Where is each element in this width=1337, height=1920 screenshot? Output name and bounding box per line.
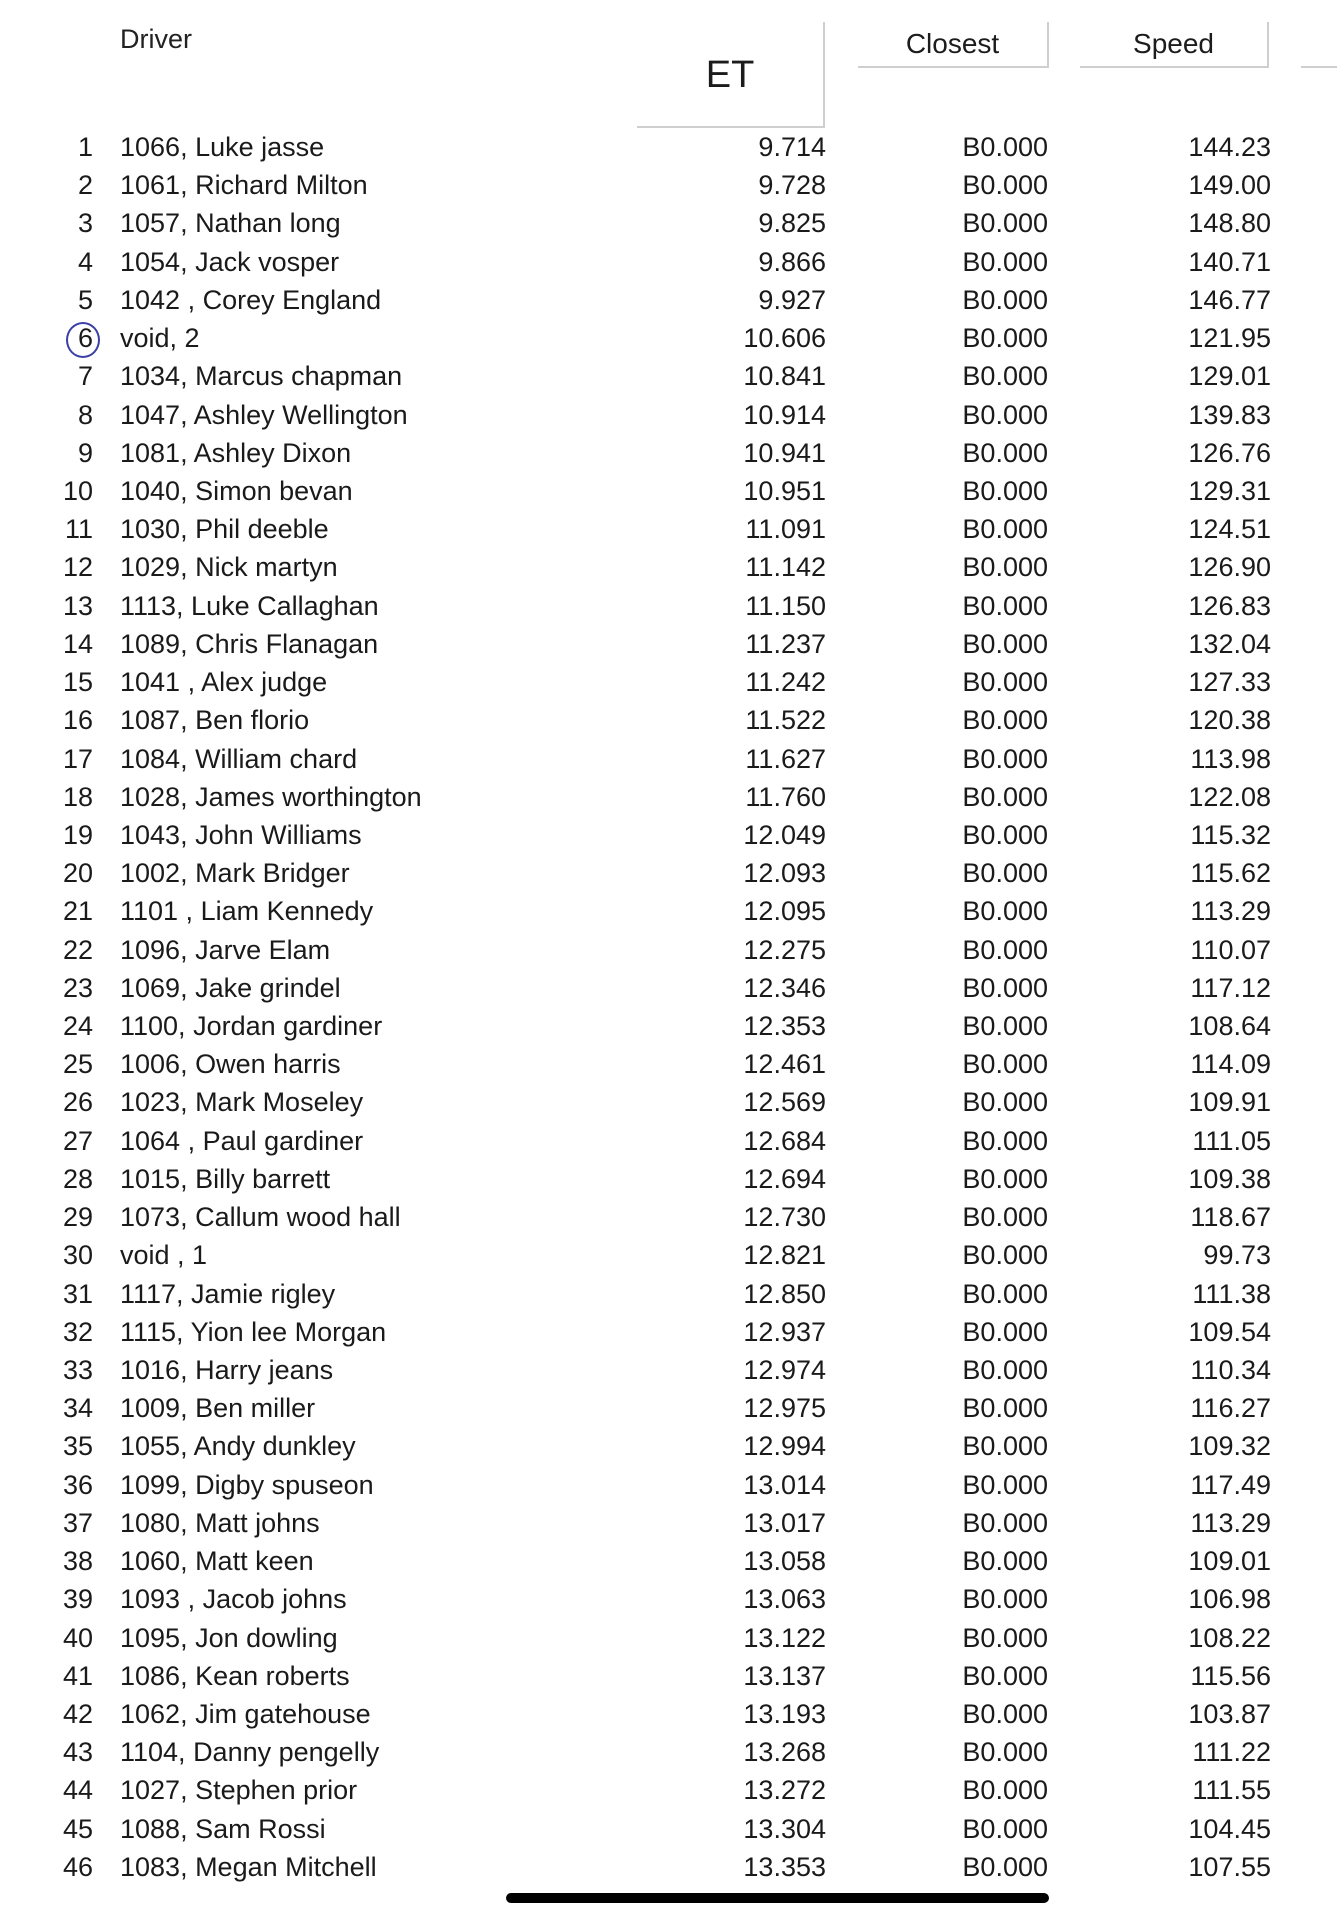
speed-value: 149.00 (1188, 170, 1271, 201)
table-row (0, 1275, 1337, 1313)
et-value: 9.714 (758, 132, 826, 162)
speed-value: 146.77 (1188, 284, 1271, 315)
et-value: 11.142 (745, 552, 826, 583)
rank-number: 35 (62, 1431, 93, 1462)
speed-value: 124.51 (1188, 514, 1271, 545)
rank-number: 9 (77, 437, 93, 468)
table-row (0, 434, 1337, 472)
speed-value: 110.07 (1190, 934, 1271, 965)
driver-name: 1064 , Paul gardiner (120, 1125, 364, 1156)
driver-name: 1113, Luke Callaghan (120, 590, 379, 621)
speed-value: 148.80 (1188, 208, 1271, 239)
speed-value: 113.29 (1190, 896, 1271, 927)
rank-number: 16 (62, 705, 93, 736)
rank-number: 1 (77, 132, 93, 162)
table-row (0, 1580, 1337, 1618)
rank-number: 40 (62, 1622, 93, 1653)
closest-value: B0.000 (962, 170, 1048, 201)
rank-number: 44 (62, 1775, 93, 1806)
et-value: 11.237 (745, 628, 826, 659)
et-value: 13.353 (743, 1851, 826, 1882)
driver-name: 1016, Harry jeans (120, 1355, 334, 1385)
et-value: 11.242 (745, 667, 826, 698)
et-value: 12.353 (743, 1011, 826, 1042)
table-row (0, 1695, 1337, 1733)
closest-value: B0.000 (962, 1431, 1048, 1462)
table-row (0, 472, 1337, 510)
speed-value: 115.62 (1190, 858, 1271, 889)
table-row (0, 587, 1337, 625)
rank-number: 3 (77, 208, 93, 239)
driver-name: 1100, Jordan gardiner (120, 1011, 383, 1042)
closest-value: B0.000 (962, 1316, 1048, 1347)
table-row (0, 128, 1337, 166)
speed-value: 126.90 (1188, 552, 1271, 583)
table-row (0, 740, 1337, 778)
driver-name: void, 2 (120, 323, 200, 354)
table-row (0, 1810, 1337, 1848)
rank-number: 42 (62, 1698, 93, 1729)
speed-value: 104.45 (1188, 1813, 1271, 1844)
speed-value: 99.73 (1203, 1240, 1271, 1271)
table-row (0, 892, 1337, 930)
rank-number: 46 (62, 1851, 93, 1882)
speed-value: 109.91 (1188, 1087, 1271, 1118)
closest-value: B0.000 (962, 1049, 1048, 1080)
rank-number: 28 (62, 1163, 93, 1194)
driver-name: 1015, Billy barrett (120, 1163, 331, 1194)
speed-value: 140.71 (1188, 246, 1271, 277)
rank-number: 41 (62, 1660, 93, 1691)
driver-name: 1088, Sam Rossi (120, 1813, 326, 1844)
closest-value: B0.000 (962, 590, 1048, 621)
et-value: 12.275 (743, 934, 826, 965)
column-header-speed (1080, 22, 1269, 68)
rank-number: 23 (62, 972, 93, 1003)
table-row (0, 1657, 1337, 1695)
et-value: 11.091 (745, 514, 826, 545)
driver-name: 1042 , Corey England (120, 284, 382, 315)
closest-value: B0.000 (962, 1469, 1048, 1500)
rank-number: 30 (62, 1240, 93, 1271)
driver-name: 1073, Callum wood hall (120, 1202, 401, 1233)
table-row (0, 1733, 1337, 1771)
driver-name: 1002, Mark Bridger (120, 858, 350, 889)
home-indicator-bar[interactable] (506, 1893, 1049, 1903)
driver-name: 1069, Jake grindel (120, 972, 341, 1003)
rank-number: 31 (62, 1278, 93, 1309)
speed-value: 126.83 (1188, 590, 1271, 621)
closest-value: B0.000 (962, 628, 1048, 659)
closest-value: B0.000 (962, 437, 1048, 468)
closest-value: B0.000 (962, 1393, 1048, 1424)
table-row (0, 1083, 1337, 1121)
closest-value: B0.000 (962, 475, 1048, 506)
speed-value: 110.34 (1190, 1355, 1271, 1385)
speed-value: 122.08 (1188, 781, 1271, 812)
speed-value: 114.09 (1190, 1049, 1271, 1080)
speed-value: 139.83 (1188, 399, 1271, 430)
rank-number: 33 (62, 1355, 93, 1385)
et-value: 12.975 (743, 1393, 826, 1424)
table-row (0, 1389, 1337, 1427)
driver-name: 1043, John Williams (120, 819, 362, 850)
closest-value: B0.000 (962, 1240, 1048, 1271)
rank-number: 22 (62, 934, 93, 965)
driver-name: void , 1 (120, 1240, 208, 1271)
et-value: 12.994 (743, 1431, 826, 1462)
speed-value: 111.22 (1192, 1737, 1271, 1768)
driver-name: 1006, Owen harris (120, 1049, 341, 1080)
rank-number: 32 (62, 1316, 93, 1347)
speed-value: 111.05 (1192, 1125, 1271, 1156)
closest-value: B0.000 (962, 1087, 1048, 1118)
speed-value: 120.38 (1188, 705, 1271, 736)
et-value: 12.093 (743, 858, 826, 889)
table-row (0, 166, 1337, 204)
speed-value: 117.12 (1190, 972, 1271, 1003)
table-row (0, 1313, 1337, 1351)
rank-number: 19 (62, 819, 93, 850)
driver-name: 1054, Jack vosper (120, 246, 340, 277)
speed-value: 115.56 (1190, 1660, 1271, 1691)
speed-value: 121.95 (1188, 323, 1271, 354)
driver-name: 1084, William chard (120, 743, 358, 774)
speed-value: 116.27 (1190, 1393, 1271, 1424)
rank-number: 34 (62, 1393, 93, 1424)
closest-value: B0.000 (962, 361, 1048, 392)
driver-name: 1096, Jarve Elam (120, 934, 331, 965)
table-row (0, 816, 1337, 854)
table-row (0, 625, 1337, 663)
driver-name: 1028, James worthington (120, 781, 422, 812)
rank-number: 43 (62, 1737, 93, 1768)
table-row (0, 778, 1337, 816)
et-value: 10.941 (743, 437, 826, 468)
rank-number: 24 (62, 1011, 93, 1042)
et-value: 13.193 (743, 1698, 826, 1729)
speed-value: 109.32 (1188, 1431, 1271, 1462)
rank-number: 8 (77, 399, 93, 430)
column-header-et (637, 22, 825, 128)
driver-name: 1062, Jim gatehouse (120, 1698, 371, 1729)
speed-value: 109.54 (1188, 1316, 1271, 1347)
et-value: 12.937 (743, 1316, 826, 1347)
closest-value: B0.000 (962, 1813, 1048, 1844)
table-row (0, 243, 1337, 281)
table-row (0, 1236, 1337, 1274)
driver-name: 1034, Marcus chapman (120, 361, 403, 392)
et-value: 13.272 (743, 1775, 826, 1806)
et-value: 12.049 (743, 819, 826, 850)
rank-number: 26 (62, 1087, 93, 1118)
rank-number: 11 (64, 514, 93, 545)
table-row (0, 396, 1337, 434)
driver-name: 1099, Digby spuseon (120, 1469, 374, 1500)
table-row (0, 281, 1337, 319)
column-header-partial (1301, 22, 1337, 68)
rank-number: 14 (62, 628, 93, 659)
et-value: 13.137 (743, 1660, 826, 1691)
table-row (0, 1542, 1337, 1580)
driver-name: 1080, Matt johns (120, 1507, 320, 1538)
rank-number: 21 (62, 896, 93, 927)
rank-number: 17 (62, 743, 93, 774)
rank-number: 5 (77, 284, 93, 315)
closest-value: B0.000 (962, 1622, 1048, 1653)
table-row (0, 510, 1337, 548)
driver-name: 1060, Matt keen (120, 1546, 314, 1577)
et-value: 12.461 (743, 1049, 826, 1080)
rank-number: 20 (62, 858, 93, 889)
closest-value: B0.000 (962, 896, 1048, 927)
driver-name: 1040, Simon bevan (120, 475, 353, 506)
table-row (0, 1351, 1337, 1389)
rank-number: 37 (62, 1507, 93, 1538)
rank-number: 39 (62, 1584, 93, 1615)
closest-value: B0.000 (962, 1163, 1048, 1194)
et-value: 11.627 (745, 743, 826, 774)
driver-name: 1041 , Alex judge (120, 667, 328, 698)
driver-name: 1115, Yion lee Morgan (120, 1316, 387, 1347)
speed-value: 117.49 (1190, 1469, 1271, 1500)
closest-value: B0.000 (962, 1737, 1048, 1768)
driver-name: 1009, Ben miller (120, 1393, 316, 1424)
table-row (0, 1198, 1337, 1236)
table-row (0, 663, 1337, 701)
et-value: 11.760 (745, 781, 826, 812)
speed-value: 109.01 (1188, 1546, 1271, 1577)
closest-value: B0.000 (962, 132, 1048, 162)
closest-value: B0.000 (962, 667, 1048, 698)
speed-value: 108.22 (1188, 1622, 1271, 1653)
rank-number: 18 (62, 781, 93, 812)
driver-name: 1104, Danny pengelly (120, 1737, 380, 1768)
et-value: 12.684 (743, 1125, 826, 1156)
column-header-closest (858, 22, 1049, 68)
driver-name: 1083, Megan Mitchell (120, 1851, 377, 1882)
et-value: 12.974 (743, 1355, 826, 1385)
driver-name: 1086, Kean roberts (120, 1660, 350, 1691)
rank-number: 7 (77, 361, 93, 392)
speed-value: 109.38 (1188, 1163, 1271, 1194)
rank-number: 15 (62, 667, 93, 698)
speed-value: 106.98 (1188, 1584, 1271, 1615)
rank-number: 38 (62, 1546, 93, 1577)
closest-value: B0.000 (962, 1698, 1048, 1729)
speed-value: 115.32 (1190, 819, 1271, 850)
closest-value: B0.000 (962, 1851, 1048, 1882)
et-value: 13.304 (743, 1813, 826, 1844)
speed-value: 118.67 (1190, 1202, 1271, 1233)
closest-value: B0.000 (962, 246, 1048, 277)
column-header-driver: Driver (120, 24, 192, 54)
et-value: 12.821 (743, 1240, 826, 1271)
table-row (0, 357, 1337, 395)
closest-value: B0.000 (962, 1507, 1048, 1538)
et-value: 12.569 (743, 1087, 826, 1118)
closest-value: B0.000 (962, 323, 1048, 354)
rank-number: 6 (78, 319, 93, 357)
et-value: 12.346 (743, 972, 826, 1003)
table-row (0, 1122, 1337, 1160)
speed-value: 129.01 (1188, 361, 1271, 392)
driver-name: 1117, Jamie rigley (120, 1278, 336, 1309)
closest-value: B0.000 (962, 819, 1048, 850)
closest-value: B0.000 (962, 1125, 1048, 1156)
closest-value: B0.000 (962, 1546, 1048, 1577)
driver-name: 1023, Mark Moseley (120, 1087, 364, 1118)
table-row (0, 1160, 1337, 1198)
closest-value: B0.000 (962, 858, 1048, 889)
column-header-closest-label: Closest (905, 28, 1000, 59)
table-row (0, 1427, 1337, 1465)
closest-value: B0.000 (962, 552, 1048, 583)
et-value: 13.122 (743, 1622, 826, 1653)
et-value: 10.841 (743, 361, 826, 392)
closest-value: B0.000 (962, 1355, 1048, 1385)
rank-number: 25 (62, 1049, 93, 1080)
driver-name: 1029, Nick martyn (120, 552, 338, 583)
et-value: 12.850 (743, 1278, 826, 1309)
closest-value: B0.000 (962, 1775, 1048, 1806)
speed-value: 111.38 (1192, 1278, 1271, 1309)
et-value: 10.951 (743, 475, 826, 506)
rank-number: 2 (77, 170, 93, 201)
et-value: 11.522 (745, 705, 826, 736)
et-value: 10.914 (743, 399, 826, 430)
et-value: 12.730 (743, 1202, 826, 1233)
speed-value: 103.87 (1188, 1698, 1271, 1729)
table-row (0, 1466, 1337, 1504)
driver-name: 1055, Andy dunkley (120, 1431, 356, 1462)
closest-value: B0.000 (962, 1011, 1048, 1042)
rank-number: 10 (62, 475, 93, 506)
table-row (0, 1619, 1337, 1657)
speed-value: 113.98 (1190, 743, 1271, 774)
rank-number: 27 (62, 1125, 93, 1156)
table-row (0, 1504, 1337, 1542)
speed-value: 127.33 (1188, 667, 1271, 698)
driver-name: 1087, Ben florio (120, 705, 310, 736)
driver-name: 1047, Ashley Wellington (120, 399, 408, 430)
column-header-speed-label: Speed (1133, 28, 1214, 59)
rank-number: 36 (62, 1469, 93, 1500)
driver-name: 1095, Jon dowling (120, 1622, 338, 1653)
speed-value: 132.04 (1188, 628, 1271, 659)
table-row (0, 854, 1337, 892)
table-row (0, 548, 1337, 586)
rank-number: 29 (62, 1202, 93, 1233)
table-row (0, 204, 1337, 242)
et-value: 9.825 (758, 208, 826, 239)
et-value: 13.058 (743, 1546, 826, 1577)
rank-number: 4 (77, 246, 93, 277)
closest-value: B0.000 (962, 1278, 1048, 1309)
table-row (0, 319, 1337, 357)
closest-value: B0.000 (962, 743, 1048, 774)
closest-value: B0.000 (962, 972, 1048, 1003)
driver-name: 1061, Richard Milton (120, 170, 368, 201)
et-value: 9.927 (758, 284, 826, 315)
driver-name: 1089, Chris Flanagan (120, 628, 379, 659)
speed-value: 107.55 (1188, 1851, 1271, 1882)
closest-value: B0.000 (962, 208, 1048, 239)
rank-number: 45 (62, 1813, 93, 1844)
driver-name: 1101 , Liam Kennedy (120, 896, 374, 927)
results-table (0, 128, 1337, 1886)
et-value: 12.095 (743, 896, 826, 927)
et-value: 9.866 (758, 246, 826, 277)
table-row (0, 969, 1337, 1007)
closest-value: B0.000 (962, 1660, 1048, 1691)
table-row (0, 1007, 1337, 1045)
driver-name: 1066, Luke jasse (120, 132, 325, 162)
speed-value: 129.31 (1188, 475, 1271, 506)
closest-value: B0.000 (962, 934, 1048, 965)
et-value: 13.017 (743, 1507, 826, 1538)
table-row (0, 1045, 1337, 1083)
table-row (0, 1848, 1337, 1886)
closest-value: B0.000 (962, 781, 1048, 812)
closest-value: B0.000 (962, 1584, 1048, 1615)
closest-value: B0.000 (962, 705, 1048, 736)
et-value: 10.606 (743, 323, 826, 354)
driver-name: 1027, Stephen prior (120, 1775, 358, 1806)
rank-number: 12 (62, 552, 93, 583)
closest-value: B0.000 (962, 399, 1048, 430)
driver-name: 1057, Nathan long (120, 208, 341, 239)
et-value: 13.014 (743, 1469, 826, 1500)
table-row (0, 701, 1337, 739)
et-value: 13.063 (743, 1584, 826, 1615)
et-value: 12.694 (743, 1163, 826, 1194)
closest-value: B0.000 (962, 1202, 1048, 1233)
speed-value: 144.23 (1188, 132, 1271, 162)
column-header-et-label: ET (705, 53, 755, 96)
speed-value: 126.76 (1188, 437, 1271, 468)
rank-number: 13 (62, 590, 93, 621)
driver-name: 1081, Ashley Dixon (120, 437, 352, 468)
speed-value: 111.55 (1192, 1775, 1271, 1806)
driver-name: 1093 , Jacob johns (120, 1584, 347, 1615)
speed-value: 113.29 (1190, 1507, 1271, 1538)
closest-value: B0.000 (962, 514, 1048, 545)
table-row (0, 931, 1337, 969)
table-row (0, 1771, 1337, 1809)
et-value: 9.728 (758, 170, 826, 201)
et-value: 11.150 (745, 590, 826, 621)
driver-name: 1030, Phil deeble (120, 514, 329, 545)
et-value: 13.268 (743, 1737, 826, 1768)
speed-value: 108.64 (1188, 1011, 1271, 1042)
closest-value: B0.000 (962, 284, 1048, 315)
